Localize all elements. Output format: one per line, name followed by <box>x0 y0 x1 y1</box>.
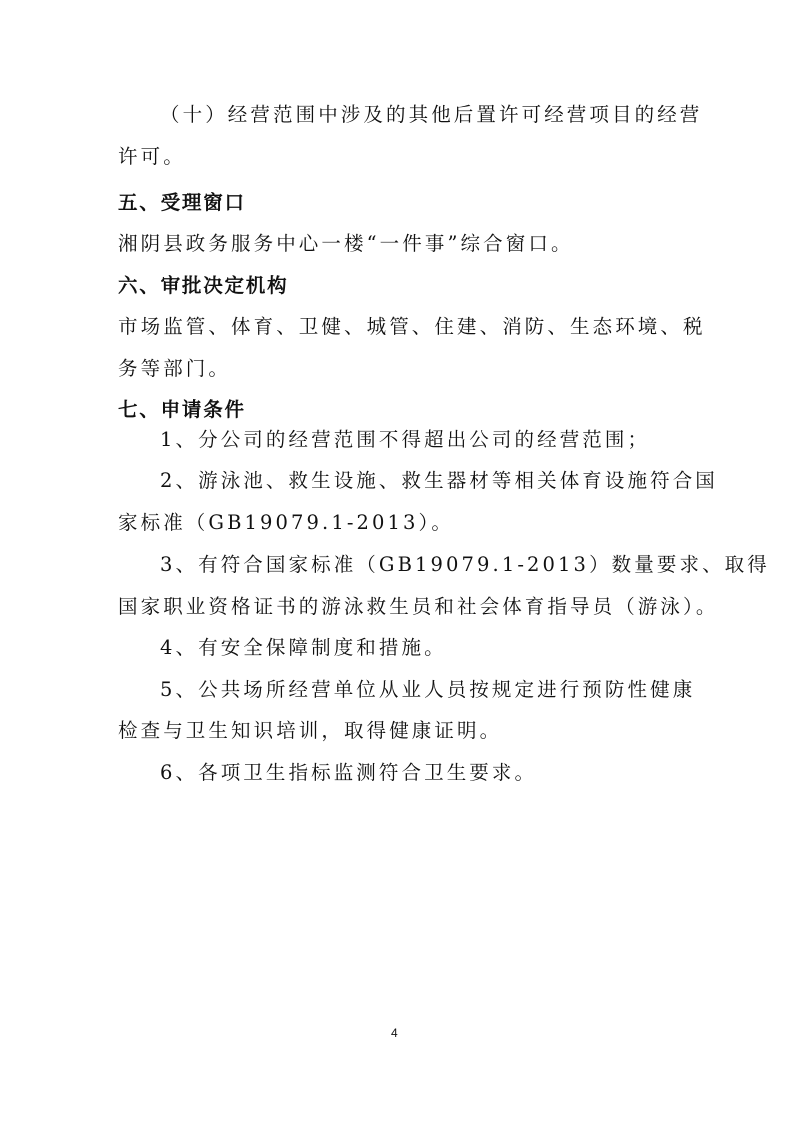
condition-3-line-1: 3、有符合国家标准（GB19079.1-2013）数量要求、取得 <box>160 553 770 576</box>
condition-1-line-1: 1、分公司的经营范围不得超出公司的经营范围； <box>160 428 651 451</box>
section-6-heading: 六、审批决定机构 <box>118 274 289 297</box>
section-6-line-2: 务等部门。 <box>118 357 232 380</box>
condition-2-line-1: 2、游泳池、救生设施、救生器材等相关体育设施符合国 <box>160 469 718 492</box>
item-10-line-2: 许可。 <box>118 145 186 168</box>
item-10-line-1: （十）经营范围中涉及的其他后置许可经营项目的经营 <box>160 103 703 126</box>
condition-2-line-2: 家标准（GB19079.1-2013）。 <box>118 511 455 534</box>
section-5-text: 湘阴县政务服务中心一楼“一件事”综合窗口。 <box>118 232 574 255</box>
condition-5-line-1: 5、公共场所经营单位从业人员按规定进行预防性健康 <box>160 678 696 701</box>
section-7-heading: 七、申请条件 <box>118 398 246 421</box>
section-5-heading: 五、受理窗口 <box>118 191 246 214</box>
page-number: 4 <box>391 1026 398 1040</box>
condition-4-line-1: 4、有安全保障制度和措施。 <box>160 636 447 659</box>
section-6-line-1: 市场监管、体育、卫健、城管、住建、消防、生态环境、税 <box>118 315 706 338</box>
condition-5-line-2: 检查与卫生知识培训，取得健康证明。 <box>118 719 503 742</box>
condition-3-line-2: 国家职业资格证书的游泳救生员和社会体育指导员（游泳）。 <box>118 595 719 618</box>
condition-6-line-1: 6、各项卫生指标监测符合卫生要求。 <box>160 761 538 784</box>
